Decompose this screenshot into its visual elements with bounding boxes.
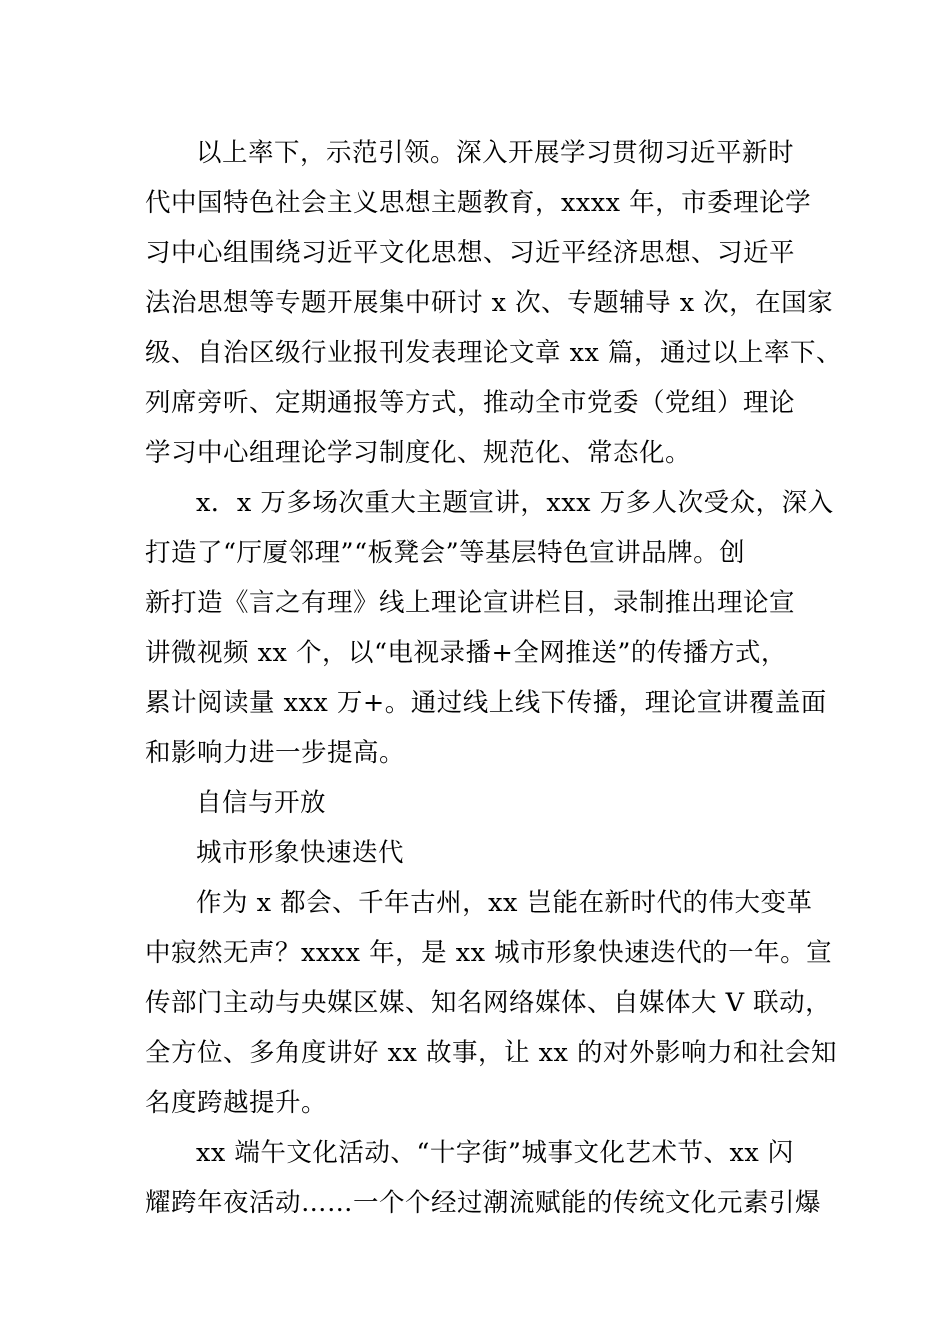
text-line: 讲微视频 xx 个，以“电视录播+全网推送”的传播方式，: [145, 638, 787, 668]
text-line: 打造了“厅厦邻理”“板凳会”等基层特色宣讲品牌。创: [145, 538, 746, 568]
text-line: 全方位、多角度讲好 xx 故事，让 xx 的对外影响力和社会知: [145, 1038, 837, 1068]
text-line: 和影响力进一步提高。: [145, 738, 406, 768]
text-line: 以上率下，示范引领。深入开展学习贯彻习近平新时: [196, 138, 795, 168]
text-line: 法治思想等专题开展集中研讨 x 次、专题辅导 x 次，在国家: [145, 288, 834, 318]
text-line: xx 端午文化活动、“十字街”城事文化艺术节、xx 闪: [196, 1138, 794, 1168]
document-page: [145, 128, 842, 1228]
section-heading: 自信与开放: [196, 788, 327, 818]
text-line: x．x 万多场次重大主题宣讲，xxx 万多人次受众，深入: [196, 488, 834, 518]
section-subheading: 城市形象快速迭代: [196, 838, 405, 868]
text-line: 学习中心组理论学习制度化、规范化、常态化。: [145, 438, 692, 468]
text-line: 耀跨年夜活动……一个个经过潮流赋能的传统文化元素引爆: [145, 1188, 822, 1218]
text-line: 作为 x 都会、千年古州，xx 岂能在新时代的伟大变革: [196, 888, 813, 918]
text-line: 累计阅读量 xxx 万+。通过线上线下传播，理论宣讲覆盖面: [145, 688, 827, 718]
text-line: 中寂然无声？xxxx 年，是 xx 城市形象快速迭代的一年。宣: [145, 938, 833, 968]
text-line: 代中国特色社会主义思想主题教育，xxxx 年，市委理论学: [145, 188, 812, 218]
text-line: 传部门主动与央媒区媒、知名网络媒体、自媒体大 V 联动，: [145, 988, 832, 1018]
text-line: 级、自治区级行业报刊发表理论文章 xx 篇，通过以上率下、: [145, 338, 842, 368]
text-line: 列席旁听、定期通报等方式，推动全市党委（党组）理论: [145, 388, 796, 418]
text-line: 新打造《言之有理》线上理论宣讲栏目，录制推出理论宣: [145, 588, 796, 618]
text-line: 名度跨越提升。: [145, 1088, 328, 1118]
text-line: 习中心组围绕习近平文化思想、习近平经济思想、习近平: [145, 238, 796, 268]
